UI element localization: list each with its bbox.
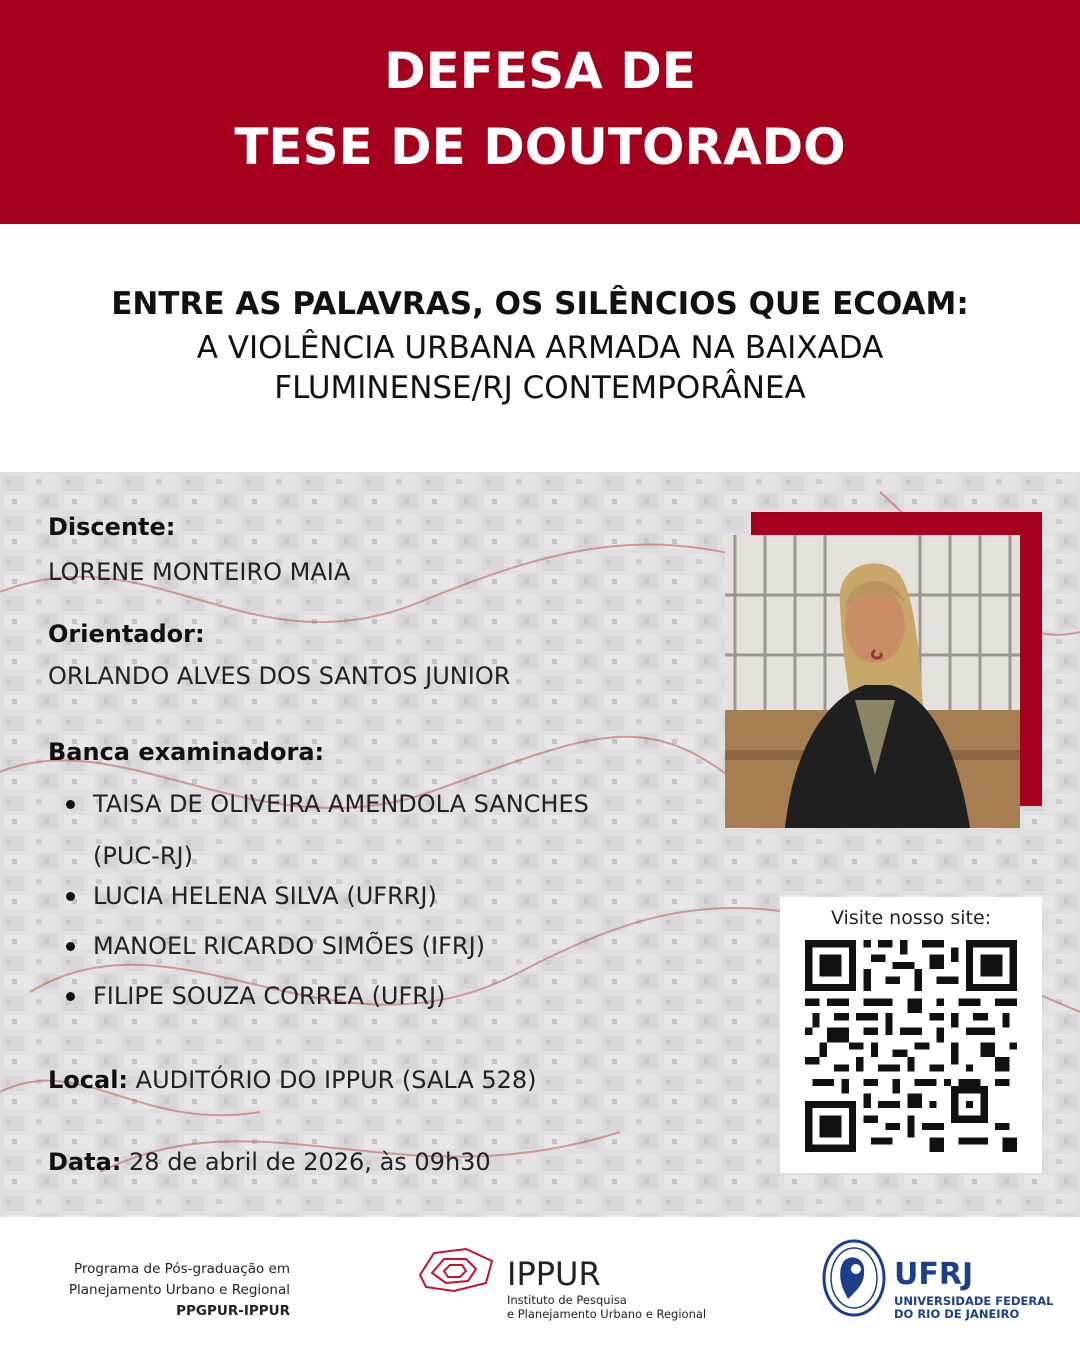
qr-label: Visite nosso site:	[830, 907, 992, 929]
bullet-icon	[66, 992, 75, 1001]
committee-member-name: FILIPE SOUZA CORREA (UFRJ)	[93, 982, 446, 1010]
advisor-name: ORLANDO ALVES DOS SANTOS JUNIOR	[48, 662, 511, 690]
footer	[0, 1217, 1080, 1350]
program-line2: Planejamento Urbano e Regional	[68, 1282, 290, 1298]
program-line3: PPGPUR-IPPUR	[176, 1303, 290, 1319]
committee-member-name: TAISA DE OLIVEIRA AMENDOLA SANCHES (PUC-RJ)	[93, 790, 589, 870]
ippur-logo-icon	[414, 1245, 498, 1293]
student-photo	[725, 535, 1020, 828]
thesis-title-line3: FLUMINENSE/RJ CONTEMPORÂNEA	[274, 370, 806, 406]
bullet-icon	[66, 892, 75, 901]
program-name	[60, 1259, 290, 1322]
qr-card[interactable]	[780, 897, 1042, 1173]
qr-code-icon[interactable]	[805, 940, 1017, 1152]
ippur-subtitle	[507, 1293, 706, 1321]
student-name: LORENE MONTEIRO MAIA	[48, 558, 351, 586]
ufrj-name: UFRJ	[894, 1257, 974, 1292]
ippur-sub-line1: Instituto de Pesquisa	[507, 1293, 627, 1307]
ufrj-sub-line2: DO RIO DE JANEIRO	[894, 1307, 1020, 1321]
location-value: AUDITÓRIO DO IPPUR (SALA 528)	[135, 1066, 537, 1094]
thesis-title	[0, 280, 1080, 408]
program-line1: Programa de Pós-graduação em	[73, 1261, 290, 1277]
committee-member-name: MANOEL RICARDO SIMÕES (IFRJ)	[93, 932, 486, 960]
thesis-title-line2: A VIOLÊNCIA URBANA ARMADA NA BAIXADA	[196, 330, 884, 366]
date-label: Data:	[48, 1148, 122, 1176]
bullet-icon	[66, 942, 75, 951]
advisor-label: Orientador:	[48, 620, 205, 648]
ufrj-seal-icon	[822, 1239, 886, 1317]
committee-member-name: LUCIA HELENA SILVA (UFRRJ)	[93, 882, 437, 910]
thesis-title-main: ENTRE AS PALAVRAS, OS SILÊNCIOS QUE ECOAM:	[111, 286, 969, 322]
ufrj-sub-line1: UNIVERSIDADE FEDERAL	[894, 1294, 1054, 1308]
committee-label: Banca examinadora:	[48, 738, 325, 766]
header-banner	[0, 0, 1080, 224]
ippur-name: IPPUR	[507, 1255, 601, 1293]
student-label: Discente:	[48, 513, 176, 541]
portrait-image	[725, 535, 1020, 828]
location-label: Local:	[48, 1066, 129, 1094]
ippur-sub-line2: e Planejamento Urbano e Regional	[507, 1307, 707, 1321]
ufrj-subtitle	[894, 1295, 1053, 1321]
header-title-line1: DEFESA DE	[384, 42, 696, 100]
bullet-icon	[66, 800, 75, 809]
header-title-line2: TESE DE DOUTORADO	[234, 118, 846, 176]
date-value: 28 de abril de 2026, às 09h30	[129, 1148, 491, 1176]
